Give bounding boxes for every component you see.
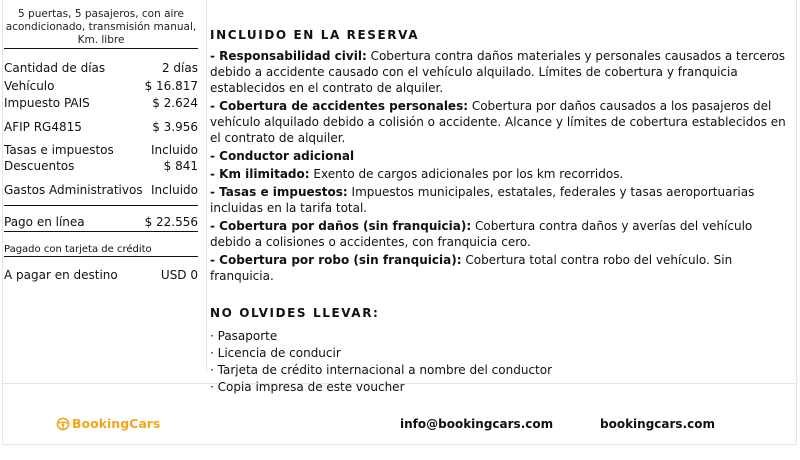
- summary-row-impuesto-pais: [4, 96, 198, 110]
- car-description-line: 5 puertas, 5 pasajeros, con aire: [18, 8, 184, 20]
- brand-logo: [56, 416, 160, 431]
- summary-label: Cantidad de días: [4, 61, 106, 75]
- included-item-label: - Conductor adicional: [210, 149, 355, 163]
- steering-wheel-icon: [56, 417, 70, 431]
- payment-method-note: Pagado con tarjeta de crédito: [4, 244, 152, 255]
- summary-value: $ 22.556: [144, 215, 198, 229]
- summary-label: AFIP RG4815: [4, 120, 82, 134]
- summary-row-discounts: [4, 159, 198, 173]
- included-item: [210, 252, 788, 284]
- summary-row-pay-at-destination: [4, 268, 198, 282]
- bring-item: · Licencia de conducir: [210, 346, 341, 360]
- summary-value: $ 16.817: [144, 79, 198, 93]
- summary-row-admin-fees: [4, 183, 198, 197]
- summary-row-taxes: [4, 143, 198, 157]
- vertical-divider: [206, 1, 207, 371]
- summary-value: $ 2.624: [152, 96, 198, 110]
- summary-value: USD 0: [160, 268, 198, 282]
- summary-online-rule: [4, 231, 198, 232]
- included-item-label: - Tasas e impuestos:: [210, 185, 348, 199]
- car-description-line: acondicionado, transmisión manual,: [5, 21, 197, 33]
- included-item-text: Impuestos municipales, estatales, federales y tasas aeroportuarias incluidas en la tarifa total.: [210, 185, 755, 215]
- included-item-label: - Cobertura por robo (sin franquicia):: [210, 253, 462, 267]
- included-item: [210, 166, 788, 182]
- included-item-text: Cobertura contra daños y averías del vehículo debido a colisiones o accidentes, con franquicia cero.: [210, 219, 753, 249]
- summary-label: A pagar en destino: [4, 268, 118, 282]
- summary-value: 2 días: [161, 61, 198, 75]
- included-item-label: - Km ilimitado:: [210, 167, 310, 181]
- summary-top-rule: [4, 48, 198, 49]
- included-item: [210, 218, 788, 250]
- summary-row-afip: [4, 120, 198, 134]
- summary-row-vehicle: [4, 79, 198, 93]
- summary-label: Gastos Administrativos: [4, 183, 143, 197]
- included-item-text: Cobertura por daños causados a los pasajeros del vehículo alquilado debido a colisión o accidente. Alcance y límites de cobertura establecidos en el contrato de alquiler.: [210, 99, 786, 145]
- summary-destination-rule: [4, 256, 198, 257]
- summary-value: $ 3.956: [152, 120, 198, 134]
- included-item-text: Cobertura total contra robo del vehículo. Sin franquicia.: [210, 253, 733, 283]
- included-item: [210, 184, 788, 216]
- summary-value: Incluido: [151, 183, 198, 197]
- summary-total-rule: [4, 205, 198, 206]
- bring-item: · Tarjeta de crédito internacional a nombre del conductor: [210, 363, 552, 377]
- footer-website[interactable]: bookingcars.com: [600, 417, 715, 431]
- included-item-label: - Cobertura por daños (sin franquicia):: [210, 219, 472, 233]
- summary-row-online-payment: [4, 215, 198, 229]
- brand-name: BookingCars: [72, 416, 161, 431]
- summary-value: Incluido: [151, 143, 198, 157]
- included-item-text: Cobertura contra daños materiales y personales causados a terceros debido a accidente causado con el vehículo alquilado. Límites de cobertura y franquicia establecidos en el contrato de alquiler.: [210, 49, 786, 95]
- bring-title: NO OLVIDES LLEVAR:: [210, 306, 380, 320]
- summary-label: Impuesto PAIS: [4, 96, 90, 110]
- car-description: [4, 8, 198, 47]
- included-item-label: - Cobertura de accidentes personales:: [210, 99, 469, 113]
- car-description-line: Km. libre: [77, 34, 125, 46]
- summary-row-days: [4, 61, 198, 75]
- bring-item: · Pasaporte: [210, 329, 278, 343]
- footer-email[interactable]: info@bookingcars.com: [400, 417, 554, 431]
- summary-label: Descuentos: [4, 159, 75, 173]
- reservation-details: [210, 28, 788, 396]
- included-item: [210, 148, 788, 164]
- summary-label: Pago en línea: [4, 215, 85, 229]
- included-item-label: - Responsabilidad civil:: [210, 49, 367, 63]
- bring-item: · Copia impresa de este voucher: [210, 380, 405, 394]
- included-item: [210, 98, 788, 146]
- summary-label: Vehículo: [4, 79, 55, 93]
- summary-value: $ 841: [163, 159, 198, 173]
- included-item: [210, 48, 788, 96]
- included-title: INCLUIDO EN LA RESERVA: [210, 28, 420, 42]
- included-item-text: Exento de cargos adicionales por los km recorridos.: [309, 167, 624, 181]
- summary-label: Tasas e impuestos: [4, 143, 114, 157]
